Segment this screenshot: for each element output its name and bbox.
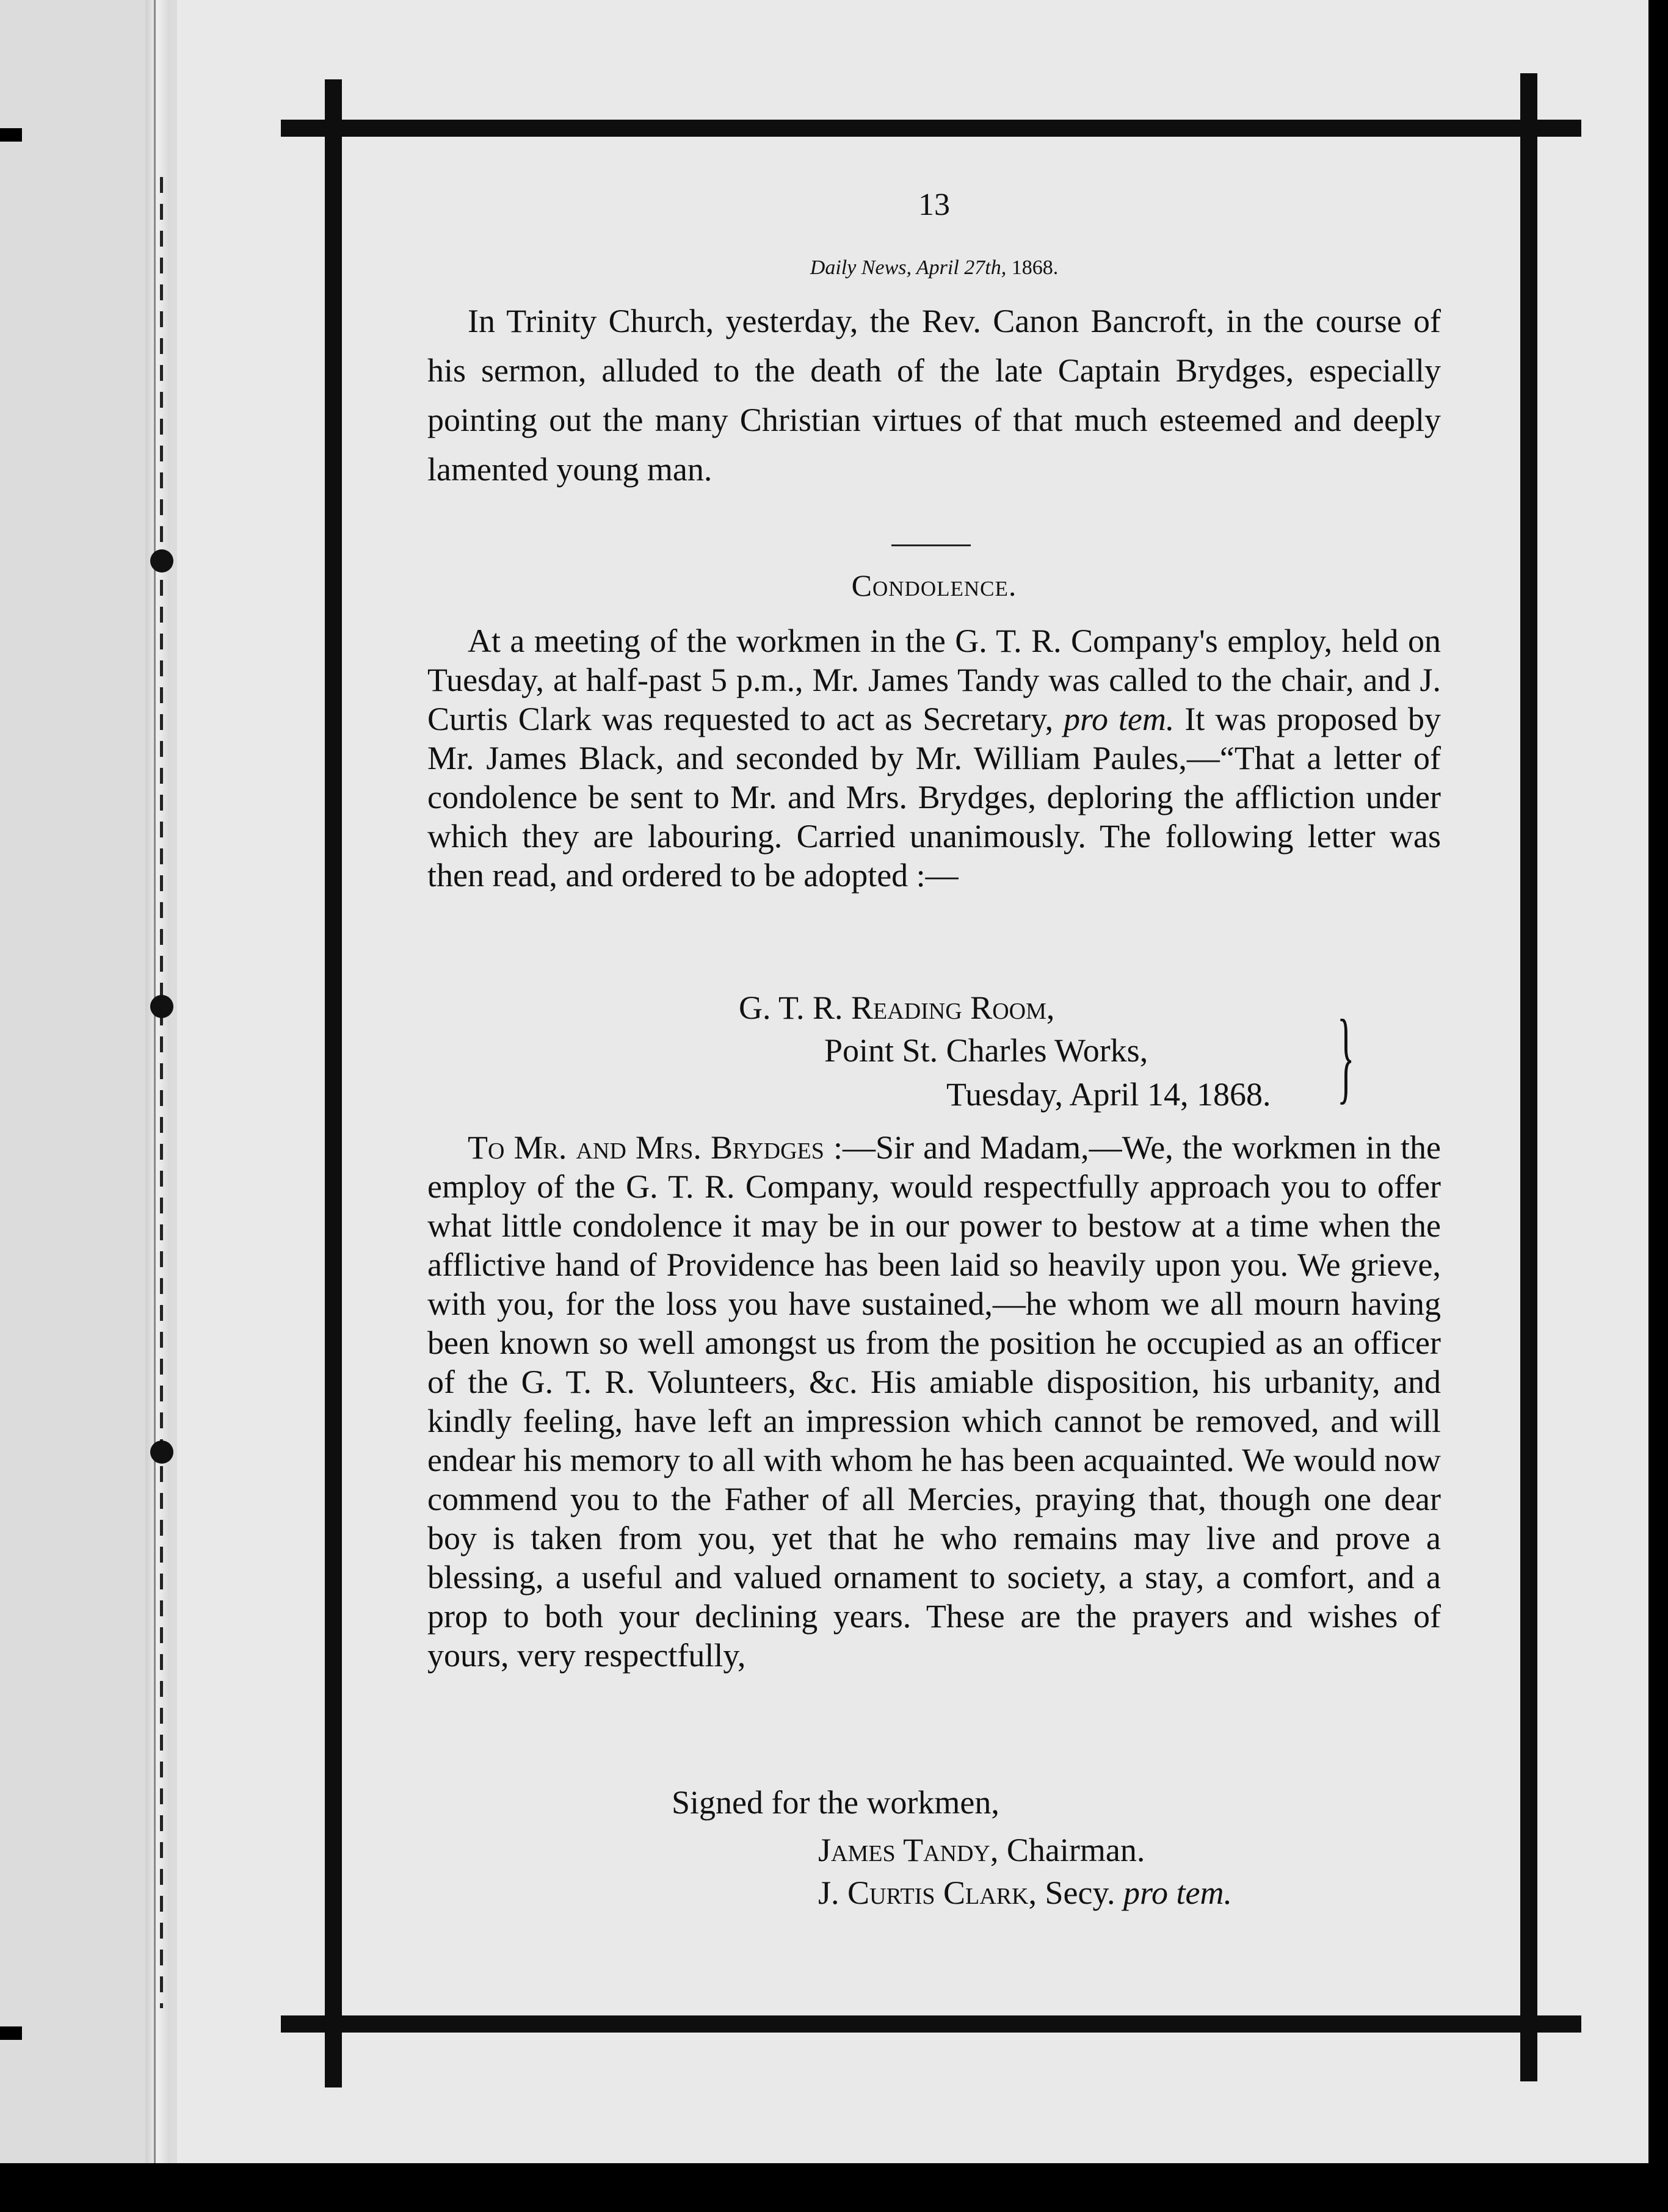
signatory-2	[818, 1874, 1232, 1912]
frame-bottom-rule	[281, 2015, 1581, 2033]
page-number: 13	[918, 187, 950, 222]
address-line-3: Tuesday, April 14, 1868.	[946, 1076, 1271, 1113]
binding-edge	[145, 0, 170, 2212]
paragraph-trinity-church: In Trinity Church, yesterday, the Rev. Canon Bancroft, in the course of his sermon, alluded to the death of the late Captain Brydges, especially pointing out the many Christian virtues of that much esteemed and deeply lamented young man.	[427, 303, 1441, 488]
letter-salutation: To Mr. and Mrs. Brydges	[468, 1129, 824, 1166]
letter-text: :—Sir and Madam,—We, the workmen in the employ of the G. T. R. Company, would respectfully approach you to offer what little condolence it may be in our power to bestow at a time when the afflictive hand of Providence has been laid so heavily upon you. We grieve, with you, for the loss you have sustained,—he whom we all mourn having been known so well amongst us from the position he occupied as an officer of the G. T. R. Volunteers, &c. His amiable disposition, his urbanity, and kindly feeling, have left an impression which cannot be removed, and will endear his memory to all with whom he has been acquainted. We would now commend you to the Father of all Mercies, praying that, though one dear boy is taken from you, yet that he who remains may live and prove a blessing, a useful and valued ornament to society, a stay, a comfort, and a prop to both your declining years. These are the prayers and wishes of yours, very respectfully,	[427, 1129, 1441, 1674]
stitch-knot	[150, 549, 173, 573]
signatory-2-italic: pro tem.	[1123, 1874, 1232, 1911]
section-divider	[891, 544, 971, 546]
signatory-1-name: James Tandy,	[818, 1832, 999, 1868]
signatory-2-name: J. Curtis Clark,	[818, 1874, 1037, 1911]
stitch-knot	[150, 995, 173, 1018]
binding-fold	[154, 0, 156, 2212]
letter-body	[427, 1128, 1441, 1675]
dateline	[427, 256, 1441, 280]
meeting-text-part2: It was proposed by Mr. James Black, and seconded by Mr. William Paules,—“That a letter of condolence be sent to Mr. and Mrs. Brydges, deploring the affliction under which they are labouring. Carried unanimously. The following letter was then read, and ordered to be adopted :—	[427, 701, 1441, 894]
address-line-2: Point St. Charles Works,	[824, 1032, 1148, 1069]
page-content	[427, 183, 1441, 1953]
binding-stitch	[160, 177, 163, 2008]
dateline-year: 1868.	[1011, 256, 1059, 279]
dateline-source: Daily News, April 27th,	[810, 256, 1007, 279]
signatory-2-title: Secy.	[1045, 1874, 1115, 1911]
address-line-1: G. T. R. Reading Room,	[739, 989, 1055, 1026]
signatory-1-title: Chairman.	[1006, 1832, 1145, 1868]
frame-top-rule	[281, 120, 1581, 137]
stitch-knot	[150, 1440, 173, 1464]
edge-mark	[0, 2026, 22, 2040]
edge-mark	[0, 128, 22, 142]
frame-right-rule	[1520, 73, 1537, 2081]
signatory-1	[818, 1831, 1145, 1869]
signed-line: Signed for the workmen,	[672, 1784, 999, 1821]
frame-left-rule	[325, 79, 342, 2087]
scan-right-edge	[1648, 0, 1668, 2212]
scan-bottom-edge	[0, 2163, 1668, 2212]
meeting-text-part1: At a meeting of the workmen in the G. T. R. Company's employ, held on Tuesday, at half-past 5 p.m., Mr. James Tandy was called to the chair, and J. Curtis Clark was requested to act as Secretary,	[427, 623, 1441, 737]
section-heading: Condolence.	[851, 568, 1017, 602]
meeting-text-italic: pro tem.	[1064, 701, 1175, 737]
address-brace: }	[1337, 999, 1355, 1113]
paragraph-meeting	[427, 621, 1441, 895]
